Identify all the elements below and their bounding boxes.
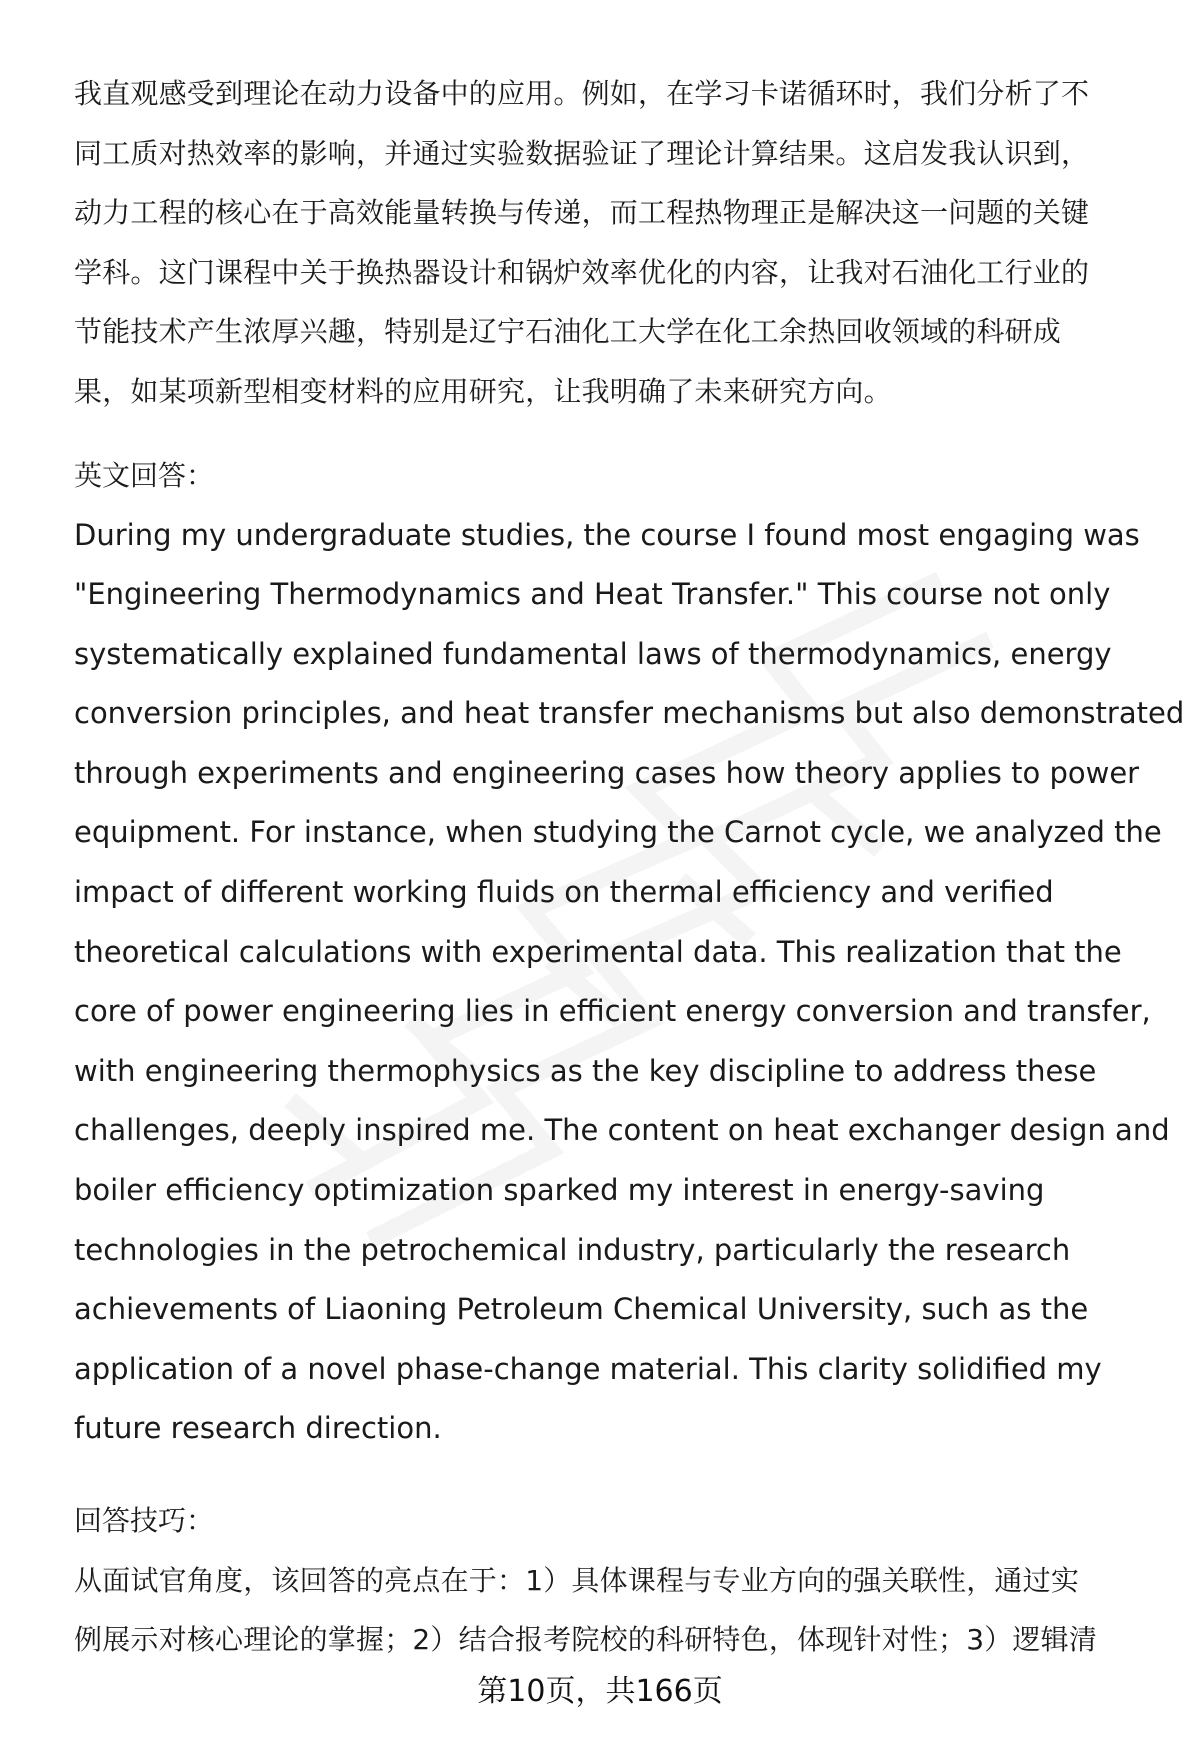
answer-tips-text <box>74 1551 1154 1670</box>
chinese-answer-line: 果，如某项新型相变材料的应用研究，让我明确了未来研究方向。 <box>74 374 892 408</box>
chinese-answer-line: 动力工程的核心在于高效能量转换与传递，而工程热物理正是解决这一问题的关键 <box>74 196 1090 229</box>
chinese-answer-paragraph <box>74 64 1154 421</box>
answer-tips-line: 从面试官角度，该回答的亮点在于：1）具体课程与专业方向的强关联性，通过实 <box>74 1563 1080 1597</box>
chinese-answer-line: 我直观感受到理论在动力设备中的应用。例如，在学习卡诺循环时，我们分析了不 <box>74 77 1090 110</box>
answer-tips-section <box>74 1491 1154 1670</box>
answer-tips-line: 例展示对核心理论的掌握；2）结合报考院校的科研特色，体现针对性；3）逻辑清 <box>74 1623 1098 1656</box>
english-answer-section <box>74 446 1185 1459</box>
english-answer-line: with engineering thermophysics as the key discipline to address these <box>74 1053 1097 1088</box>
english-answer-line: "Engineering Thermodynamics and Heat Transfer." This course not only <box>74 577 1111 612</box>
section-gap <box>74 421 1154 446</box>
english-answer-line: future research direction. <box>74 1411 442 1446</box>
page-footer <box>0 1672 1200 1712</box>
document-page <box>74 64 1185 1670</box>
english-answer-label: 英文回答： <box>74 459 215 492</box>
english-answer-line: equipment. For instance, when studying the Carnot cycle, we analyzed the <box>74 815 1162 850</box>
english-answer-line: conversion principles, and heat transfer mechanisms but also demonstrated <box>74 696 1185 731</box>
english-answer-line: application of a novel phase-change material. This clarity solidified my <box>74 1351 1102 1386</box>
answer-tips-label: 回答技巧： <box>74 1504 215 1537</box>
english-answer-line: systematically explained fundamental laws of thermodynamics, energy <box>74 636 1112 671</box>
chinese-answer-text <box>74 64 1154 421</box>
chinese-answer-line: 同工质对热效率的影响，并通过实验数据验证了理论计算结果。这启发我认识到， <box>74 136 1090 170</box>
page-indicator: 第10页，共166页 <box>477 1674 723 1709</box>
section-gap <box>74 1459 1154 1491</box>
english-answer-line: boiler efficiency optimization sparked my interest in energy-saving <box>74 1173 1045 1208</box>
english-answer-line: theoretical calculations with experimental data. This realization that the <box>74 934 1122 969</box>
english-answer-line: impact of different working fluids on thermal efficiency and verified <box>74 875 1054 910</box>
english-answer-line: core of power engineering lies in efficient energy conversion and transfer, <box>74 994 1151 1029</box>
english-answer-line: achievements of Liaoning Petroleum Chemical University, such as the <box>74 1292 1089 1327</box>
chinese-answer-line: 学科。这门课程中关于换热器设计和锅炉效率优化的内容，让我对石油化工行业的 <box>74 255 1090 289</box>
english-answer-line: through experiments and engineering cases how theory applies to power <box>74 755 1140 790</box>
english-answer-line: During my undergraduate studies, the course I found most engaging was <box>74 517 1140 552</box>
chinese-answer-line: 节能技术产生浓厚兴趣，特别是辽宁石油化工大学在化工余热回收领域的科研成 <box>74 315 1062 348</box>
english-answer-text <box>74 506 1185 1460</box>
english-answer-line: challenges, deeply inspired me. The content on heat exchanger design and <box>74 1113 1170 1148</box>
english-answer-line: technologies in the petrochemical industry, particularly the research <box>74 1232 1071 1267</box>
